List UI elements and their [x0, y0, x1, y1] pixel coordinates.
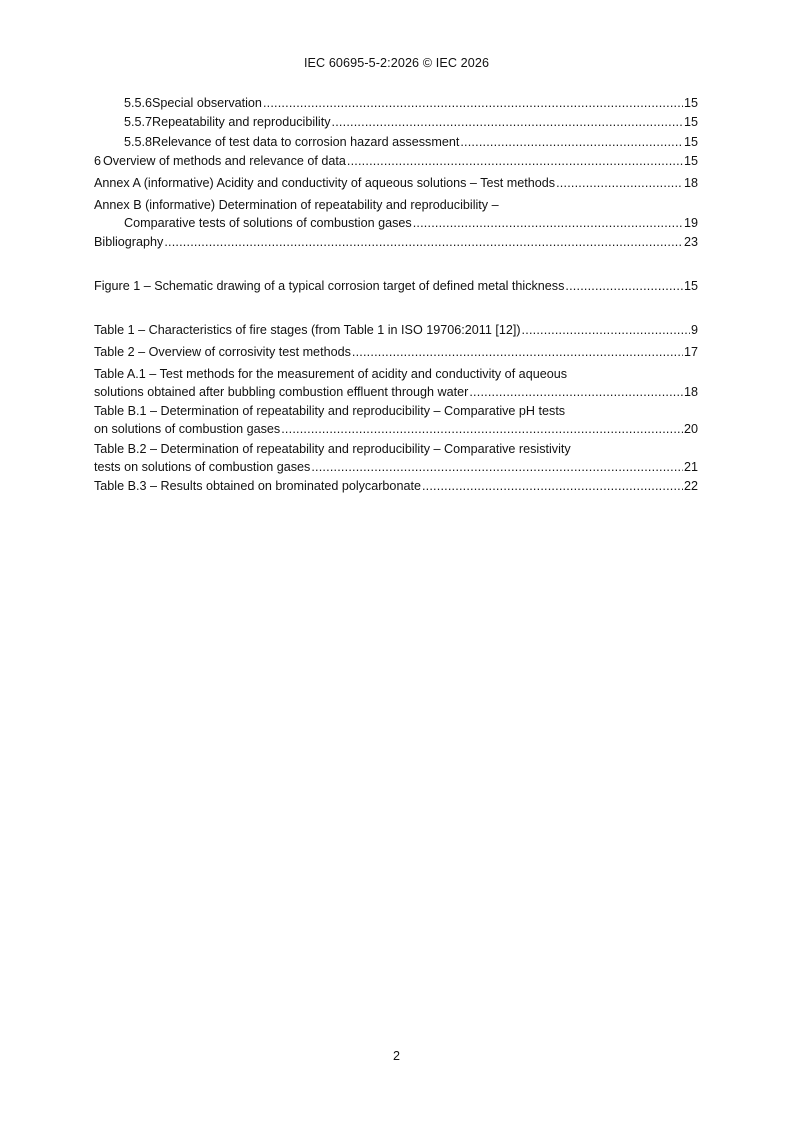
- toc-entry-title: Bibliography: [94, 235, 164, 249]
- toc-entry-title: Repeatability and reproducibility: [152, 115, 331, 129]
- table-entry-title: Table B.3 – Results obtained on brominated polycarbonate: [94, 479, 421, 493]
- page-header: IEC 60695-5-2:2026 © IEC 2026: [303, 56, 490, 70]
- toc-entry-annex-a[interactable]: [94, 174, 698, 192]
- figure-entry-1[interactable]: [94, 277, 698, 295]
- toc-entry-page: 19: [683, 216, 698, 230]
- toc-entry-title-line1: Annex B (informative) Determination of repeatability and reproducibility –: [94, 198, 499, 212]
- table-entry-page: 21: [683, 460, 698, 474]
- dot-leader: [263, 94, 683, 112]
- dot-leader: [281, 420, 683, 438]
- table-entry-title-line1: Table B.1 – Determination of repeatability and reproducibility – Comparative pH tests: [94, 404, 566, 418]
- table-entry-title: Table 1 – Characteristics of fire stages (from Table 1 in ISO 19706:2011 [12]): [94, 323, 521, 337]
- toc-entry-title: Relevance of test data to corrosion hazard assessment: [152, 135, 460, 149]
- dot-leader: [413, 214, 683, 232]
- toc-entry-6[interactable]: [94, 152, 698, 170]
- table-entry-b1[interactable]: [94, 402, 698, 438]
- toc-entry-number: 5.5.6: [124, 96, 153, 110]
- toc-entry-5-5-8[interactable]: [94, 133, 698, 151]
- table-entry-b3[interactable]: [94, 477, 698, 495]
- table-entry-title: Table 2 – Overview of corrosivity test methods: [94, 345, 351, 359]
- toc-entry-page: 23: [683, 235, 698, 249]
- dot-leader: [565, 277, 683, 295]
- table-entry-b2[interactable]: [94, 440, 698, 476]
- table-entry-title-line2: solutions obtained after bubbling combustion effluent through water: [94, 385, 469, 399]
- table-entry-page: 9: [690, 323, 698, 337]
- dot-leader: [164, 233, 683, 251]
- toc-entry-page: 15: [683, 154, 698, 168]
- dot-leader: [522, 321, 690, 339]
- toc-entry-number: 5.5.8: [124, 135, 153, 149]
- table-entry-2[interactable]: [94, 343, 698, 361]
- dot-leader: [332, 113, 683, 131]
- table-entry-page: 20: [683, 422, 698, 436]
- dot-leader: [469, 383, 683, 401]
- toc-entry-number: 5.5.7: [124, 115, 153, 129]
- toc-entry-page: 15: [683, 135, 698, 149]
- table-entry-title-line2: on solutions of combustion gases: [94, 422, 281, 436]
- toc-entry-title: Special observation: [152, 96, 262, 110]
- dot-leader: [556, 174, 683, 192]
- toc-entry-number: 6: [94, 154, 102, 168]
- toc-entry-5-5-6[interactable]: [94, 94, 698, 112]
- figure-entry-page: 15: [683, 279, 698, 293]
- table-entry-title-line1: Table A.1 – Test methods for the measurement of acidity and conductivity of aqueous: [94, 367, 568, 381]
- toc-entry-title: Overview of methods and relevance of data: [102, 154, 346, 168]
- toc-entry-title-line2: Comparative tests of solutions of combustion gases: [124, 216, 412, 230]
- toc-entry-5-5-7[interactable]: [94, 113, 698, 131]
- table-entry-title-line1: Table B.2 – Determination of repeatability and reproducibility – Comparative resistivity: [94, 442, 571, 456]
- table-entry-page: 17: [683, 345, 698, 359]
- dot-leader: [352, 343, 683, 361]
- table-entry-a1[interactable]: [94, 365, 698, 401]
- toc-entry-page: 15: [683, 115, 698, 129]
- table-entry-title-line2: tests on solutions of combustion gases: [94, 460, 311, 474]
- toc-entry-page: 18: [683, 176, 698, 190]
- dot-leader: [422, 477, 683, 495]
- table-entry-page: 18: [683, 385, 698, 399]
- table-entry-1[interactable]: [94, 321, 698, 339]
- toc-entry-title: Annex A (informative) Acidity and conductivity of aqueous solutions – Test methods: [94, 176, 556, 190]
- page-number: 2: [392, 1049, 400, 1063]
- figure-entry-title: Figure 1 – Schematic drawing of a typical corrosion target of defined metal thickness: [94, 279, 565, 293]
- dot-leader: [347, 152, 683, 170]
- table-entry-page: 22: [683, 479, 698, 493]
- dot-leader: [460, 133, 683, 151]
- toc-entry-annex-b[interactable]: [94, 196, 698, 232]
- toc-entry-page: 15: [683, 96, 698, 110]
- dot-leader: [311, 458, 683, 476]
- toc-entry-bibliography[interactable]: [94, 233, 698, 251]
